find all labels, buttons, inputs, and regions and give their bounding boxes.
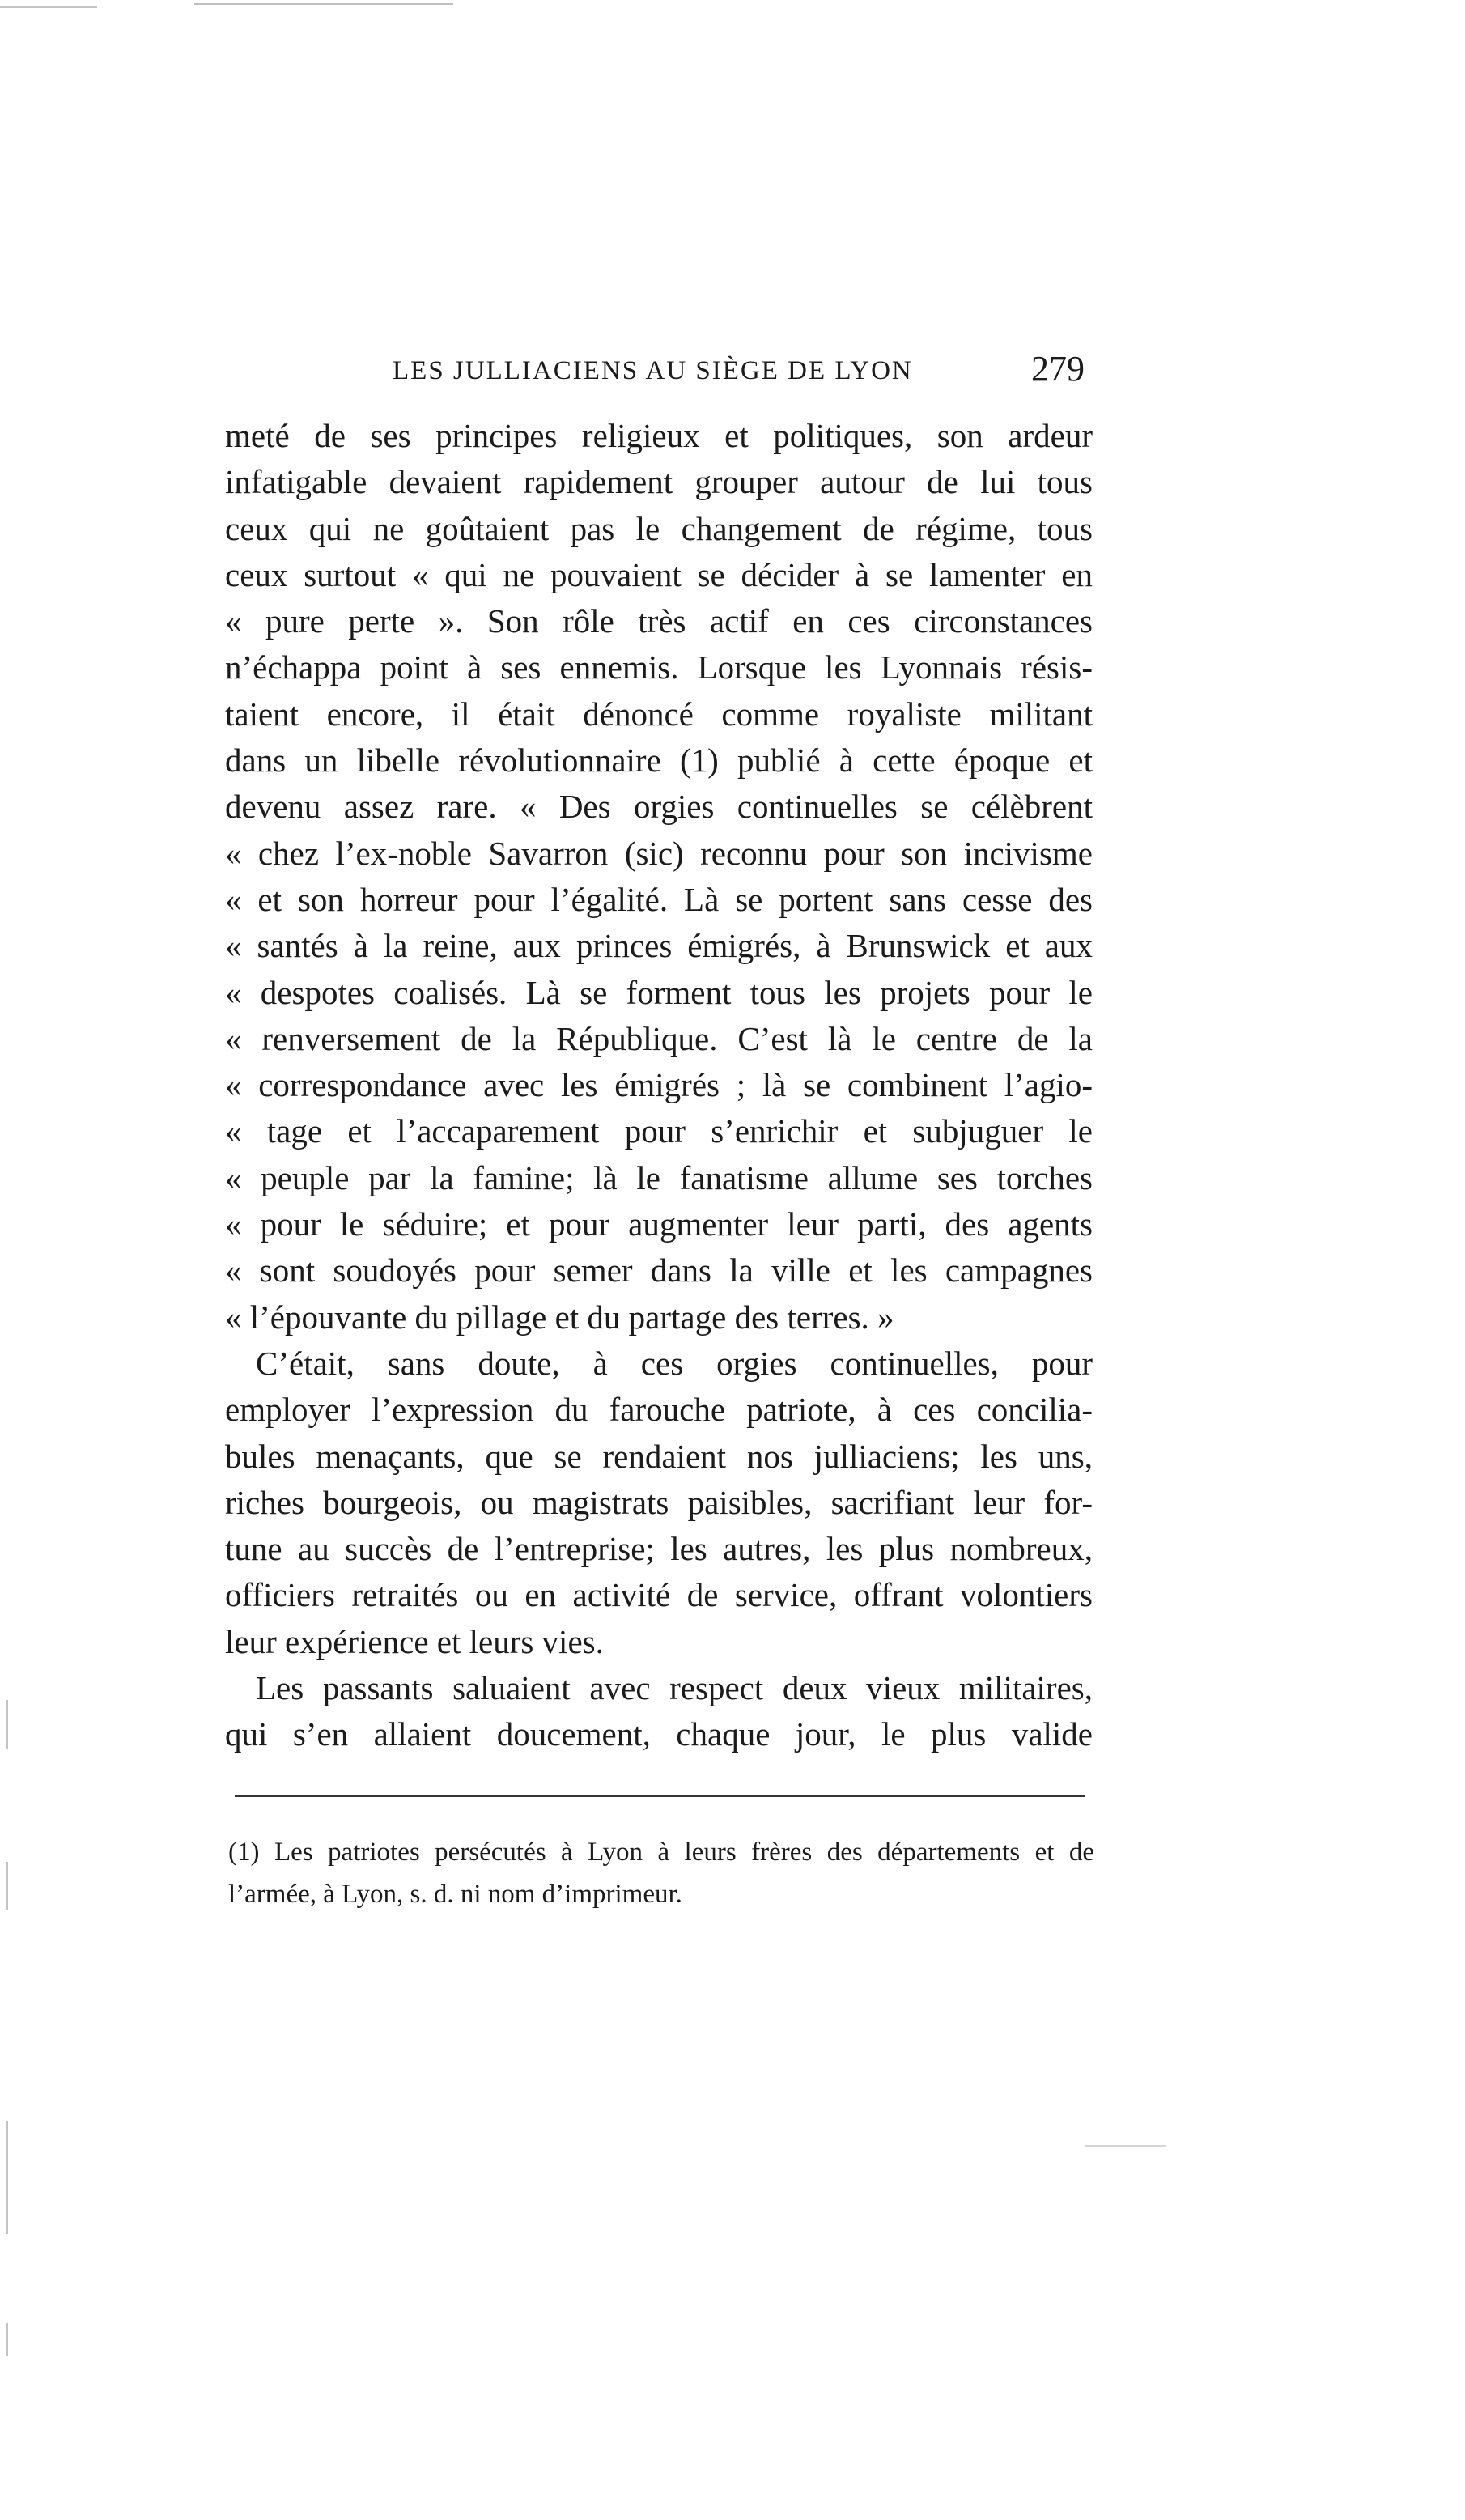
text-line: ceux qui ne goûtaient pas le changement de régime, tous bbox=[225, 509, 1093, 547]
footnote-line: (1) Les patriotes persécutés à Lyon à leurs frères des départements et de bbox=[228, 1838, 1094, 1867]
text-line: « pour le séduire; et pour augmenter leur parti, des agents bbox=[225, 1205, 1093, 1243]
scan-noise bbox=[6, 2323, 8, 2356]
running-head: LES JULLIACIENS AU SIÈGE DE LYON bbox=[393, 356, 913, 385]
text-line: « et son horreur pour l’égalité. Là se portent sans cesse des bbox=[225, 880, 1093, 918]
scan-noise bbox=[6, 1700, 8, 1749]
scan-noise bbox=[194, 3, 453, 5]
text-line: devenu assez rare. « Des orgies continuelles se célèbrent bbox=[225, 788, 1093, 826]
text-line: « correspondance avec les émigrés ; là se combinent l’agio- bbox=[225, 1066, 1093, 1104]
text-line: officiers retraités ou en activité de service, offrant volontiers bbox=[225, 1576, 1093, 1614]
text-line: « tage et l’accaparement pour s’enrichir et subjuguer le bbox=[225, 1112, 1093, 1150]
body-text bbox=[225, 413, 1093, 1758]
text-line: employer l’expression du farouche patriote, à ces concilia- bbox=[225, 1391, 1093, 1429]
text-line: leur expérience et leurs vies. bbox=[225, 1622, 604, 1660]
page-number: 279 bbox=[1031, 349, 1085, 389]
footnote-rule bbox=[235, 1795, 1085, 1797]
text-line: tune au succès de l’entreprise; les autres, les plus nombreux, bbox=[225, 1530, 1093, 1568]
scan-noise bbox=[1085, 2145, 1166, 2147]
scan-noise bbox=[6, 2121, 8, 2234]
text-line: « despotes coalisés. Là se forment tous les projets pour le bbox=[225, 973, 1093, 1011]
text-line: « peuple par la famine; là le fanatisme allume ses torches bbox=[225, 1158, 1093, 1196]
text-line: « sont soudoyés pour semer dans la ville et les campagnes bbox=[225, 1252, 1093, 1290]
text-line: « l’épouvante du pillage et du partage des terres. » bbox=[225, 1298, 894, 1336]
text-line: meté de ses principes religieux et politiques, son ardeur bbox=[225, 417, 1093, 454]
text-line: n’échappa point à ses ennemis. Lorsque les Lyonnais résis- bbox=[225, 648, 1093, 686]
text-line: « pure perte ». Son rôle très actif en ces circonstances bbox=[225, 602, 1093, 640]
text-line: bules menaçants, que se rendaient nos julliaciens; les uns, bbox=[225, 1437, 1093, 1475]
text-line: C’était, sans doute, à ces orgies continuelles, pour bbox=[256, 1344, 1093, 1382]
scan-noise bbox=[0, 6, 97, 8]
text-line: « renversement de la République. C’est là le centre de la bbox=[225, 1019, 1093, 1057]
text-line: dans un libelle révolutionnaire (1) publié à cette époque et bbox=[225, 742, 1093, 780]
page-header bbox=[227, 348, 1093, 397]
text-line: « chez l’ex-noble Savarron (sic) reconnu pour son incivisme bbox=[225, 834, 1093, 872]
text-line: ceux surtout « qui ne pouvaient se décider à se lamenter en bbox=[225, 555, 1093, 593]
footnote-line: l’armée, à Lyon, s. d. ni nom d’imprimeur. bbox=[228, 1880, 682, 1909]
text-line: riches bourgeois, ou magistrats paisibles, sacrifiant leur for- bbox=[225, 1483, 1093, 1521]
text-line: taient encore, il était dénoncé comme royaliste militant bbox=[225, 695, 1093, 733]
text-line: « santés à la reine, aux princes émigrés, à Brunswick et aux bbox=[225, 927, 1093, 965]
footnote bbox=[228, 1831, 1094, 1915]
text-line: Les passants saluaient avec respect deux vieux militaires, bbox=[256, 1669, 1093, 1707]
text-line: qui s’en allaient doucement, chaque jour, le plus valide bbox=[225, 1715, 1093, 1753]
scan-noise bbox=[6, 1862, 8, 1910]
text-line: infatigable devaient rapidement grouper autour de lui tous bbox=[225, 463, 1093, 501]
